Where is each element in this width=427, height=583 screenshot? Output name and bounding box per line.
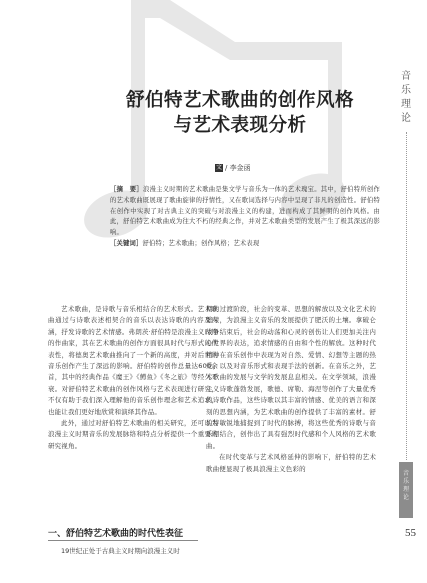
side-dotted-divider — [406, 132, 407, 460]
side-tab-char: 音 — [402, 470, 409, 477]
author-mark-icon: 文 — [215, 164, 222, 171]
abstract-block — [110, 185, 380, 250]
body-paragraph: 期的过渡阶段，社会的变革、思想的解放以及文化艺术的繁荣，为浪漫主义音乐的发展提供了肥沃的土壤。拿破仑战争结束后，社会的动荡和心灵的创伤让人们更加关注内心世界的表达，追求情感的自由和个性的解放。这种时代精神在音乐创作中表现为对自然、爱情、幻想等主题的热爱，以及对音乐形式和表现手法的创新。在音乐之外，艺术歌曲的发展与文学的发展息息相关。在文学领域，浪漫主义诗歌蓬勃发展，歌德、席勒、海涅等创作了大量优秀的诗歌作品，这些诗歌以其丰富的情感、优美的语言和深刻的思想内涵，为艺术歌曲的创作提供了丰富的素材。舒伯特敏锐地捕捉到了时代的脉搏，将这些优秀的诗歌与音乐相结合，创作出了具有强烈时代感和个人风格的艺术歌曲。 — [206, 305, 376, 450]
body-column-left — [48, 304, 218, 452]
title-line-1: 舒伯特艺术歌曲的创作风格 — [125, 90, 354, 111]
side-label-char: 音 — [401, 71, 411, 82]
side-label-char: 论 — [401, 113, 411, 124]
abstract-paragraph — [110, 185, 380, 239]
body-paragraph: 在时代变革与艺术风格延伸的影响下，舒伯特的艺术歌曲便显现了极具浪漫主义色彩的 — [206, 453, 376, 473]
section-column-label — [399, 70, 413, 126]
body-column-right — [206, 304, 376, 475]
abstract-text: 浪漫主义时期的艺术歌曲是集文学与音乐为一体的艺术瑰宝。其中，舒伯特所创作的艺术歌曲既展现了歌曲旋律的抒情性，又在歌词选择与内容中呈现了非凡的创造性。舒伯特在创作中实现了对古典主义的突破与对浪漫主义的构建，进而构成了其鲜明的创作风格。由此，舒伯特艺术歌曲成为往大不朽的经典之作，并对艺术歌曲类型的发展产生了极其深远的影响。 — [110, 186, 380, 237]
music-note-decoration — [0, 0, 400, 300]
abstract-label: ［摘 要］ — [110, 186, 143, 193]
side-tab-char: 乐 — [402, 478, 409, 485]
section-heading: 一、舒伯特艺术歌曲的时代性表征 — [48, 529, 184, 539]
title-line-2: 与艺术表现分析 — [173, 115, 307, 136]
keywords-paragraph — [110, 239, 380, 250]
author-byline — [215, 163, 251, 173]
body-paragraph: 艺术歌曲，是诗歌与音乐相结合的艺术形式。艺术歌曲通过与诗歌表述相契合的音乐以表达诗歌的内容及内涵，抒发诗歌的艺术情感。弗朗茨·舒伯特是浪漫主义时期的作曲家，其在艺术歌曲的创作方面很具时代与形式的代表性，将德奥艺术歌曲推向了一个新的高度，并对后世的音乐创作产生了深远的影响。舒伯特的创作总量达600余首，其中的经典作品《魔王》《鳟鱼》《冬之旅》等经久不衰。对舒伯特艺术歌曲的创作风格与艺术表现进行研究，不仅有助于我们深入理解他的音乐创作理念和艺术追求，也能让我们更好地欣赏和演绎其作品。 — [48, 305, 218, 416]
side-label-char: 理 — [401, 99, 411, 110]
section-intro-text: 19世纪正处于古典主义时期向浪漫主义时 — [61, 547, 180, 555]
author-name: / 李金函 — [225, 164, 251, 172]
article-title — [120, 88, 360, 138]
section-underline — [48, 540, 198, 541]
keywords-label: ［关键词］ — [110, 239, 143, 247]
side-tab-char: 论 — [402, 494, 409, 501]
side-tab-char: 理 — [402, 486, 409, 493]
keywords-text: 舒伯特；艺术歌曲；创作风格；艺术表现 — [142, 239, 260, 247]
body-paragraph: 此外，通过对舒伯特艺术歌曲的相关研究，还可以为浪漫主义时期音乐的发展脉络和特点分析提供一个重要的研究视角。 — [48, 419, 218, 450]
page-number: 55 — [405, 527, 416, 539]
side-tab-label — [399, 470, 413, 502]
side-label-char: 乐 — [401, 85, 411, 96]
